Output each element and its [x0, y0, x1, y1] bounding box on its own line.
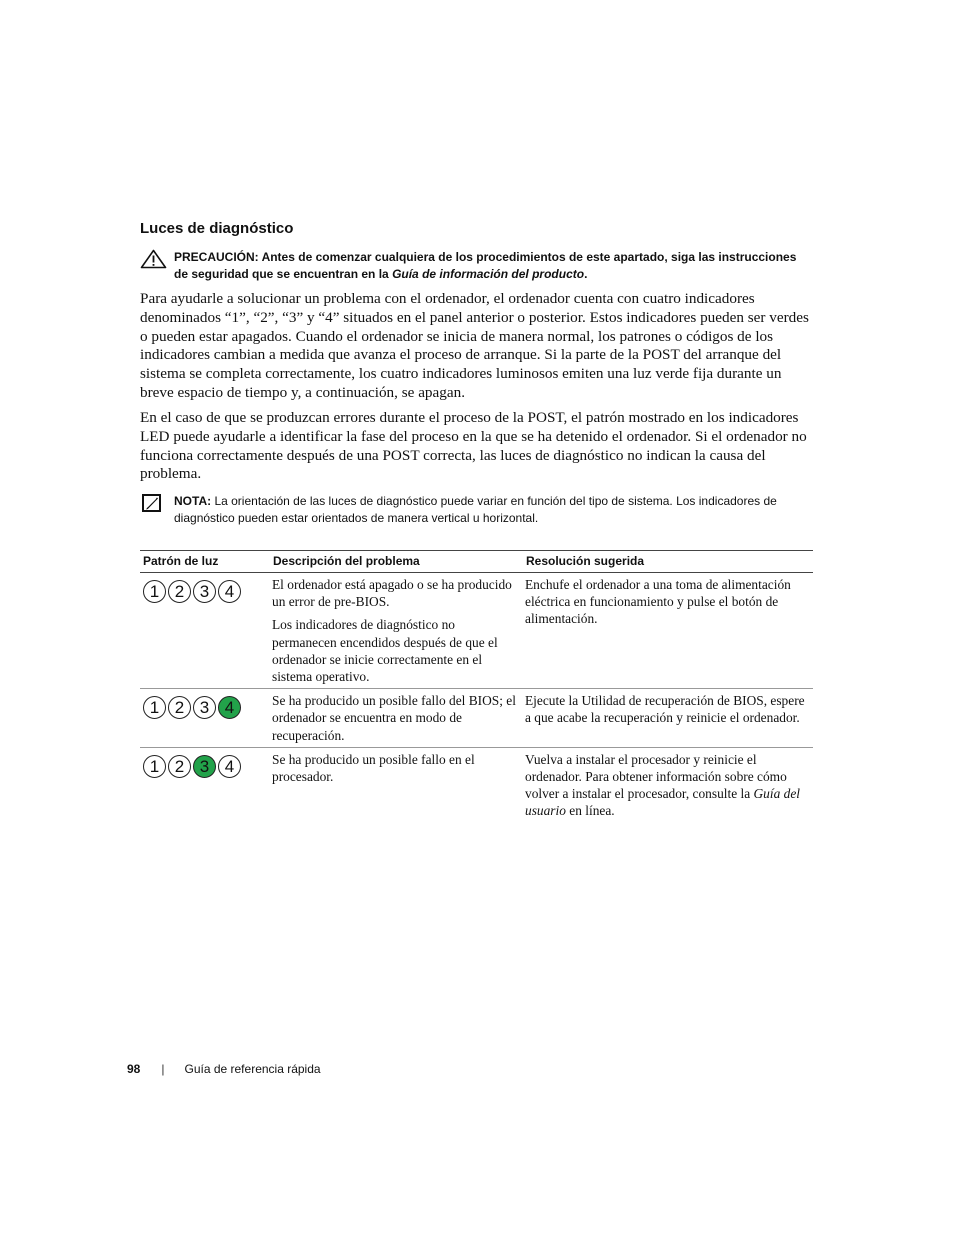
- resolution-text-after: en línea.: [565, 803, 615, 819]
- intro-paragraph: Para ayudarle a solucionar un problema con el ordenador, el ordenador cuenta con cuatro indicadores denominados “1”, “2”, “3” y “4” situados en el panel anterior o posterior. Estos indicadores pueden ser verdes o pueden estar apagados. Cuando el ordenador se inicia de manera normal, los patrones o códigos de los indicadores cambian a medida que avanza el proceso de arranque. Si la parte de la POST del arranque del sistema se completa correctamente, los cuatro indicadores luminosos emiten una luz verde fija durante un breve espacio de tiempo y, a continuación, se apagan.: [140, 290, 809, 401]
- page-footer: [127, 1062, 321, 1076]
- problem-description-cell: [270, 747, 523, 822]
- caution-text: [174, 249, 812, 283]
- resolution-text-before: Vuelva a instalar el procesador y reinicie el ordenador. Para obtener información sobre cómo volver a instalar el procesador, consulte la: [525, 751, 787, 802]
- led-pattern: [142, 576, 264, 603]
- table-row: [140, 747, 813, 822]
- page-number: 98: [127, 1062, 141, 1076]
- led-4-indicator: 4: [218, 580, 241, 603]
- caution-text-before: Antes de comenzar cualquiera de los procedimientos de este apartado, siga las instrucciones de seguridad que se encuentran en la: [174, 250, 797, 281]
- resolution-cell: [523, 747, 813, 822]
- light-pattern-cell: [140, 747, 270, 822]
- light-pattern-cell: [140, 689, 270, 748]
- caution-reference: Guía de información del producto: [392, 267, 585, 281]
- warning-triangle-icon: [140, 249, 167, 274]
- note-notice: [140, 493, 812, 527]
- description-paragraph: Se ha producido un posible fallo del BIOS; el ordenador se encuentra en modo de recuperación.: [272, 693, 516, 743]
- resolution-text: [525, 751, 807, 820]
- led-1-indicator: 1: [143, 580, 166, 603]
- note-label: NOTA:: [174, 494, 212, 508]
- led-1-indicator: 1: [143, 755, 166, 778]
- section-title: Luces de diagnóstico: [140, 220, 294, 237]
- header-suggested-resolution: Resolución sugerida: [523, 551, 813, 573]
- led-3-indicator: 3: [193, 696, 216, 719]
- resolution-reference: Guía del usuario: [525, 786, 801, 819]
- post-error-paragraph: En el caso de que se produzcan errores durante el proceso de la POST, el patrón mostrado en los indicadores LED puede ayudarle a identificar la fase del proceso en la que se ha detenido el ordenador. Si el ordenador no funciona correctamente después de una POST correcta, las luces de diagnóstico no indican la causa del problema.: [140, 409, 807, 483]
- table-row: [140, 573, 813, 689]
- resolution-cell: [523, 573, 813, 689]
- problem-description-cell: [270, 573, 523, 689]
- resolution-text: Ejecute la Utilidad de recuperación de BIOS, espere a que acabe la recuperación y reinicie el ordenador.: [525, 693, 805, 726]
- led-2-indicator: 2: [168, 696, 191, 719]
- led-pattern: [142, 692, 264, 719]
- header-problem-description: Descripción del problema: [270, 551, 523, 573]
- table-header-row: [140, 551, 813, 573]
- resolution-cell: [523, 689, 813, 748]
- description-paragraph: Los indicadores de diagnóstico no permanecen encendidos después de que el ordenador se inicie correctamente en el sistema operativo.: [272, 617, 498, 685]
- resolution-text: Enchufe el ordenador a una toma de alimentación eléctrica en funcionamiento y pulse el botón de alimentación.: [525, 577, 791, 627]
- led-4-indicator: 4: [218, 696, 241, 719]
- led-1-indicator: 1: [143, 696, 166, 719]
- description-paragraph: El ordenador está apagado o se ha producido un error de pre-BIOS.: [272, 577, 512, 610]
- note-text: [174, 493, 812, 527]
- note-body: La orientación de las luces de diagnóstico puede variar en función del tipo de sistema. Los indicadores de diagnóstico pueden estar orientados de manera vertical u horizontal.: [174, 494, 777, 525]
- header-light-pattern: Patrón de luz: [140, 551, 270, 573]
- led-2-indicator: 2: [168, 755, 191, 778]
- pencil-note-icon: [140, 493, 164, 518]
- footer-separator: |: [161, 1062, 165, 1076]
- led-4-indicator: 4: [218, 755, 241, 778]
- led-3-indicator: 3: [193, 580, 216, 603]
- caution-notice: [140, 249, 812, 283]
- light-pattern-cell: [140, 573, 270, 689]
- table-row: [140, 689, 813, 748]
- description-paragraph: Se ha producido un posible fallo en el procesador.: [272, 751, 475, 785]
- diagnostic-lights-table: [140, 550, 813, 823]
- led-pattern: [142, 751, 264, 778]
- led-3-indicator: 3: [193, 755, 216, 778]
- led-2-indicator: 2: [168, 580, 191, 603]
- caution-text-after: .: [584, 267, 588, 281]
- footer-title: Guía de referencia rápida: [184, 1062, 321, 1076]
- caution-label: PRECAUCIÓN:: [174, 250, 259, 264]
- problem-description-cell: [270, 689, 523, 748]
